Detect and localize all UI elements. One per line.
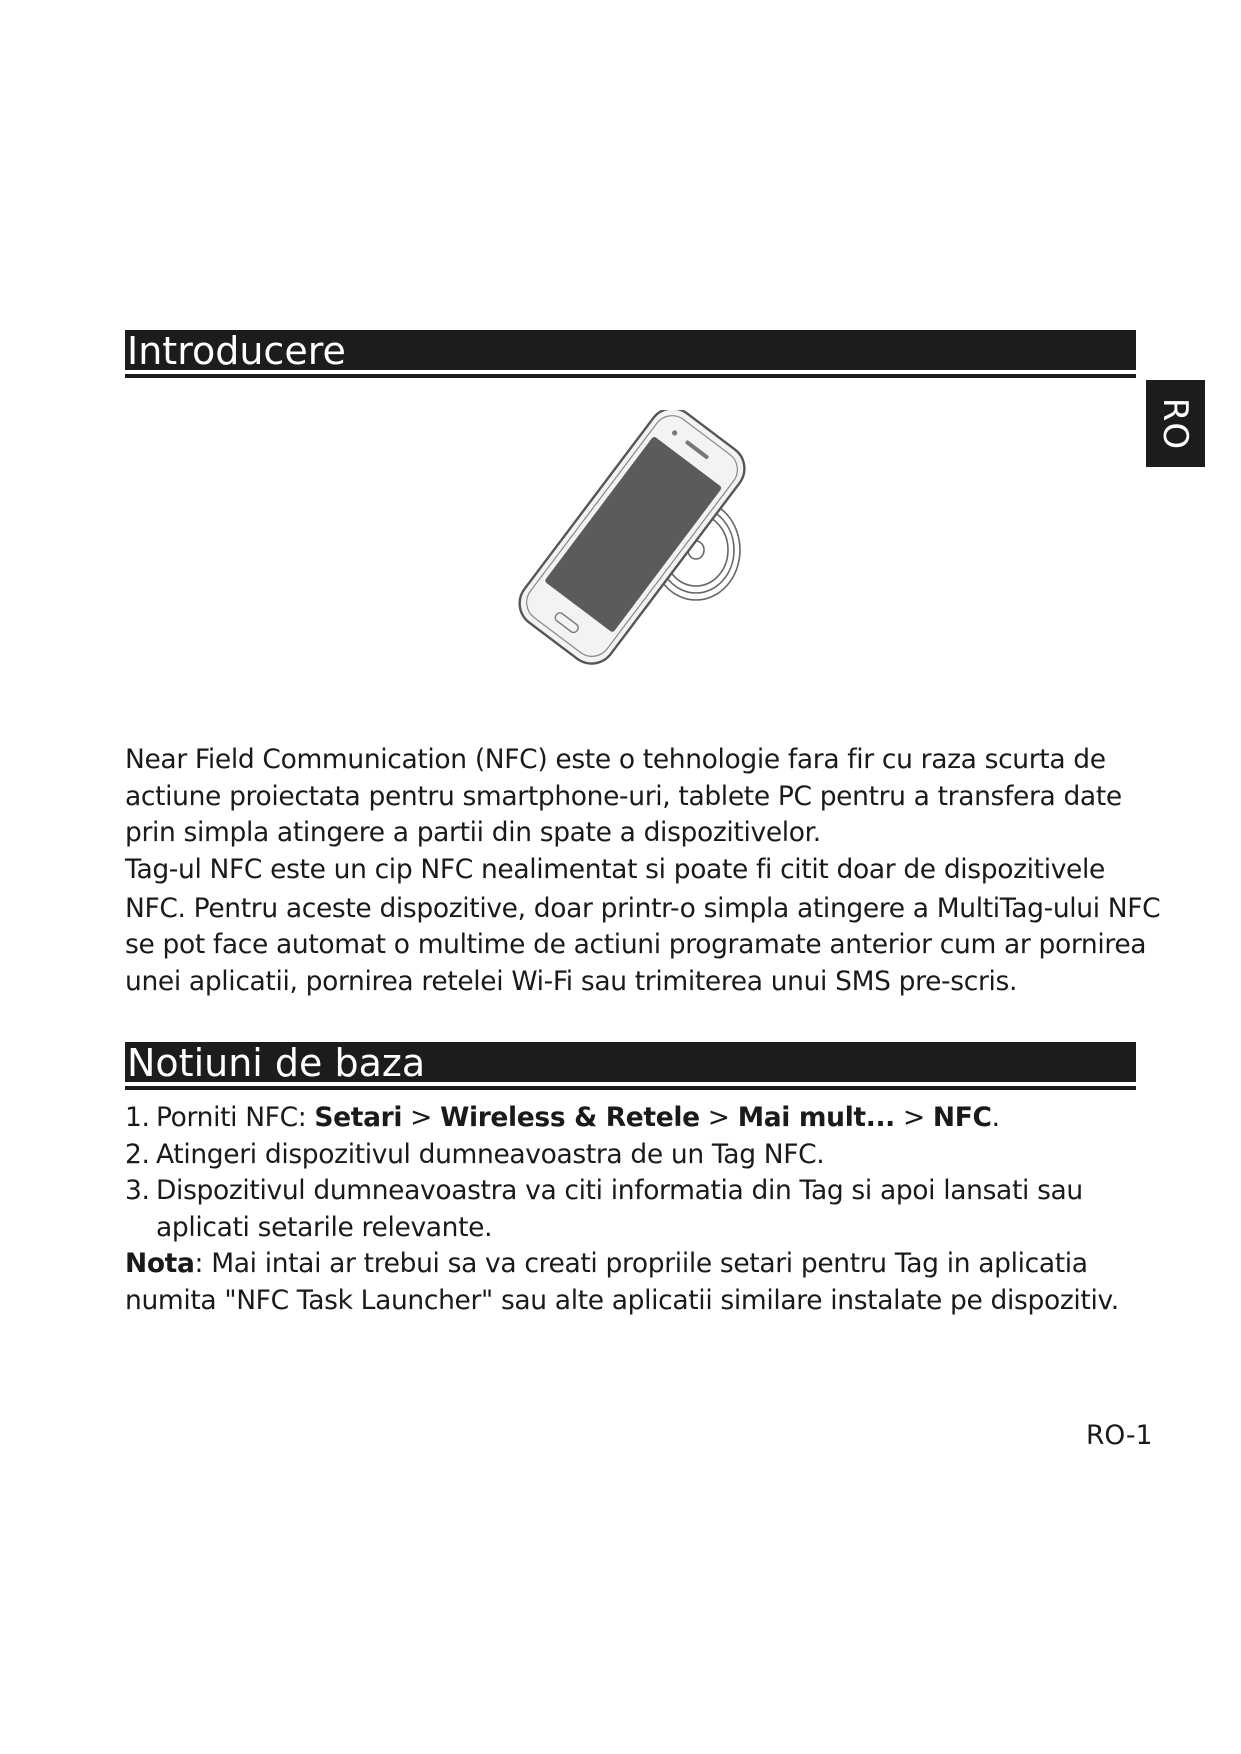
step-text: Dispozitivul dumneavoastra va citi informatia din Tag si apoi lansati sau — [156, 1175, 1083, 1206]
language-tab — [1146, 380, 1205, 467]
text-line: prin simpla atingere a partii din spate a dispozitivelor. — [125, 817, 821, 848]
intro-paragraph-1 — [125, 742, 1155, 852]
step-item — [125, 1137, 1155, 1174]
step-item — [125, 1100, 1155, 1137]
menu-path-item: Setari — [314, 1102, 403, 1133]
text-line: NFC. Pentru aceste dispozitive, doar printr-o simpla atingere a MultiTag-ului NFC — [125, 892, 1161, 924]
language-tab-label: RO — [1155, 397, 1196, 450]
section-title-notiuni-de-baza: Notiuni de baza — [125, 1042, 1136, 1082]
text-line: actiune proiectata pentru smartphone-uri, tablete PC pentru a transfera date — [125, 780, 1122, 812]
step-text: Atingeri dispozitivul dumneavoastra de un Tag NFC. — [156, 1138, 825, 1170]
phone-nfc-tag-icon — [478, 410, 778, 685]
path-separator: > — [894, 1102, 933, 1133]
section-underline — [125, 1086, 1136, 1090]
intro-paragraph-2 — [125, 852, 1161, 1000]
step-number: 1. — [125, 1102, 150, 1133]
note-text: numita "NFC Task Launcher" sau alte aplicatii similare instalate pe dispozitiv. — [125, 1284, 1119, 1316]
menu-path-item: Wireless & Retele — [440, 1102, 700, 1133]
note-paragraph — [125, 1246, 1155, 1319]
page-number: RO-1 — [1086, 1420, 1153, 1451]
step-text: aplicati setarile relevante. — [156, 1211, 493, 1243]
step-number: 3. — [125, 1175, 150, 1206]
path-separator: > — [699, 1102, 738, 1133]
section-underline — [125, 374, 1136, 378]
note-text: : Mai intai ar trebui sa va creati propriile setari pentru Tag in aplicatia — [194, 1248, 1088, 1279]
text-line: se pot face automat o multime de actiuni programate anterior cum ar pornirea — [125, 929, 1147, 960]
step-item — [125, 1173, 1155, 1246]
step-text: Porniti NFC: — [156, 1102, 315, 1133]
note-label: Nota — [125, 1248, 195, 1279]
step-suffix: . — [991, 1102, 1000, 1133]
text-line: unei aplicatii, pornirea retelei Wi-Fi sau trimiterea unui SMS pre-scris. — [125, 965, 1018, 997]
steps-list — [125, 1100, 1155, 1246]
text-line: Near Field Communication (NFC) este o tehnologie fara fir cu raza scurta de — [125, 744, 1106, 775]
menu-path-item: Mai mult... — [737, 1102, 895, 1133]
step-number: 2. — [125, 1138, 150, 1170]
text-line: Tag-ul NFC este un cip NFC nealimentat si poate fi citit doar de dispozitivele — [125, 854, 1105, 885]
section-title-introducere: Introducere — [125, 330, 1136, 370]
menu-path-item: NFC — [932, 1102, 992, 1133]
path-separator: > — [402, 1102, 441, 1133]
